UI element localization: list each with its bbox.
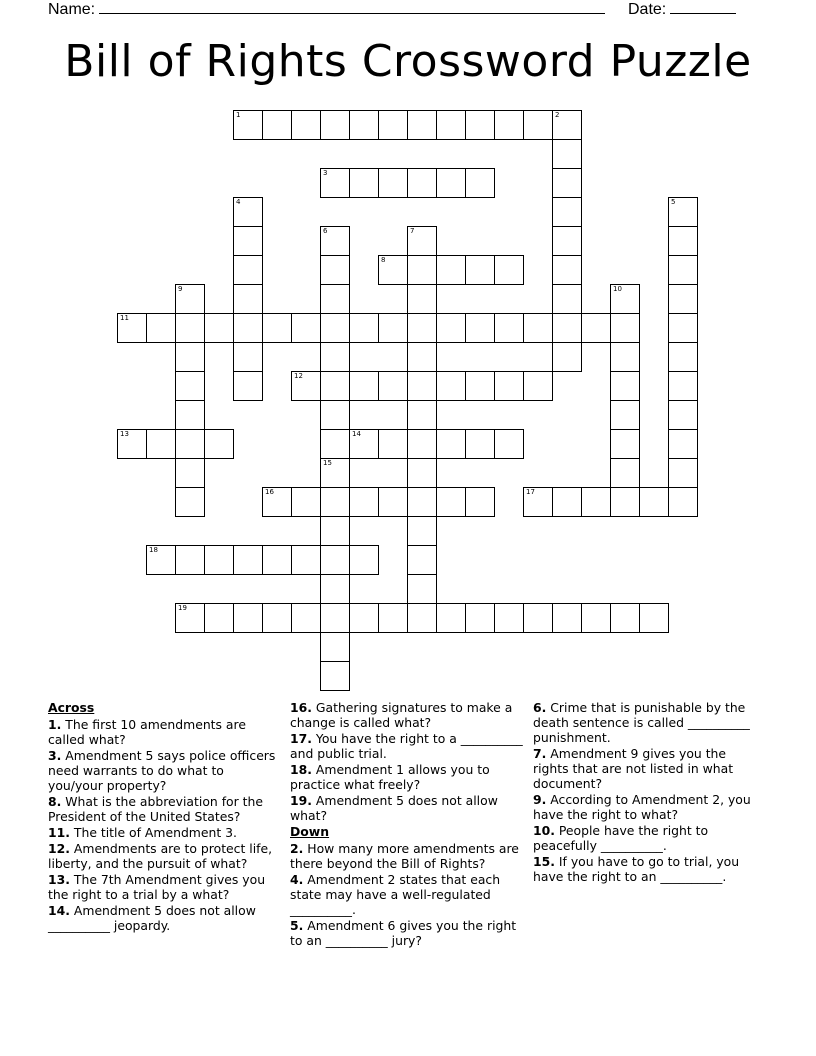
grid-cell[interactable]: [175, 487, 205, 517]
grid-cell[interactable]: [465, 110, 495, 140]
clue-item: [290, 731, 530, 761]
grid-cell[interactable]: [233, 110, 263, 140]
page-title: Bill of Rights Crossword Puzzle: [64, 36, 752, 87]
grid-cell[interactable]: [436, 110, 466, 140]
grid-cell[interactable]: [204, 429, 234, 459]
clue-item-number: 11.: [48, 825, 70, 840]
clue-item-number: 10.: [533, 823, 555, 838]
grid-cell[interactable]: [233, 255, 263, 285]
clue-number: 4: [236, 198, 241, 206]
grid-cell[interactable]: [407, 603, 437, 633]
clue-item-number: 8.: [48, 794, 62, 809]
clue-number: 7: [410, 227, 415, 235]
grid-cell[interactable]: [465, 371, 495, 401]
clue-section-heading: Down: [290, 824, 330, 839]
grid-cell[interactable]: [175, 545, 205, 575]
grid-cell[interactable]: [175, 400, 205, 430]
grid-cell[interactable]: [262, 487, 292, 517]
clue-item-number: 14.: [48, 903, 70, 918]
clue-item-number: 5.: [290, 918, 304, 933]
grid-cell[interactable]: [378, 110, 408, 140]
grid-cell[interactable]: [233, 371, 263, 401]
grid-cell[interactable]: [552, 313, 582, 343]
grid-cell[interactable]: [349, 110, 379, 140]
grid-cell[interactable]: [610, 400, 640, 430]
grid-cell[interactable]: [233, 197, 263, 227]
clue-number: 14: [352, 430, 361, 438]
clue-item: [48, 903, 278, 933]
clue-item-text: Crime that is punishable by the death sentence is called __________ punishment.: [533, 700, 750, 745]
grid-cell[interactable]: [233, 545, 263, 575]
grid-cell[interactable]: [291, 110, 321, 140]
grid-cell[interactable]: [320, 545, 350, 575]
grid-cell[interactable]: [349, 168, 379, 198]
clue-number: 10: [613, 285, 622, 293]
clue-item: [533, 854, 763, 884]
grid-cell[interactable]: [494, 110, 524, 140]
clue-number: 2: [555, 111, 560, 119]
grid-cell[interactable]: [320, 313, 350, 343]
clue-item-number: 2.: [290, 841, 304, 856]
grid-cell[interactable]: [668, 342, 698, 372]
grid-cell[interactable]: [465, 168, 495, 198]
grid-cell[interactable]: [262, 110, 292, 140]
grid-cell[interactable]: [436, 313, 466, 343]
grid-cell[interactable]: [436, 487, 466, 517]
grid-cell[interactable]: [494, 429, 524, 459]
grid-cell[interactable]: [378, 603, 408, 633]
grid-cell[interactable]: [465, 429, 495, 459]
clue-number: 6: [323, 227, 328, 235]
clue-item-number: 15.: [533, 854, 555, 869]
clue-item-text: The 7th Amendment gives you the right to a trial by a what?: [48, 872, 266, 902]
grid-cell[interactable]: [581, 487, 611, 517]
grid-cell[interactable]: [291, 603, 321, 633]
clue-item-text: Amendment 6 gives you the right to an __________ jury?: [290, 918, 517, 948]
grid-cell[interactable]: [378, 429, 408, 459]
grid-cell[interactable]: [610, 284, 640, 314]
grid-cell[interactable]: [581, 603, 611, 633]
grid-cell[interactable]: [204, 603, 234, 633]
clue-item: [290, 762, 530, 792]
grid-cell[interactable]: [523, 487, 553, 517]
grid-cell[interactable]: [320, 487, 350, 517]
clue-number: 12: [294, 372, 303, 380]
clue-item-text: You have the right to a __________ and public trial.: [290, 731, 523, 761]
clue-column-2: [290, 700, 530, 949]
grid-cell[interactable]: [436, 603, 466, 633]
grid-cell[interactable]: [320, 226, 350, 256]
grid-cell[interactable]: [668, 255, 698, 285]
grid-cell[interactable]: [407, 226, 437, 256]
clue-item-text: Amendment 1 allows you to practice what freely?: [290, 762, 490, 792]
grid-cell[interactable]: [117, 313, 147, 343]
grid-cell[interactable]: [552, 342, 582, 372]
clue-column-1: [48, 700, 278, 934]
name-label: Name:: [48, 1, 96, 18]
clue-item-text: People have the right to peacefully __________.: [533, 823, 709, 853]
grid-cell[interactable]: [146, 313, 176, 343]
clue-number: 16: [265, 488, 274, 496]
grid-cell[interactable]: [175, 313, 205, 343]
clue-number: 1: [236, 111, 241, 119]
clue-item-text: How many more amendments are there beyond the Bill of Rights?: [290, 841, 519, 871]
grid-cell[interactable]: [262, 603, 292, 633]
clue-item-text: The first 10 amendments are called what?: [48, 717, 246, 747]
clue-item-text: Amendment 2 states that each state may have a well-regulated __________.: [290, 872, 501, 917]
grid-cell[interactable]: [668, 487, 698, 517]
clue-item: [533, 792, 763, 822]
clue-item-number: 18.: [290, 762, 312, 777]
clue-item-text: Amendment 9 gives you the rights that are not listed in what document?: [533, 746, 734, 791]
grid-cell[interactable]: [610, 429, 640, 459]
grid-cell[interactable]: [436, 168, 466, 198]
clue-item: [48, 794, 278, 824]
grid-cell[interactable]: [320, 661, 350, 691]
clue-item: [48, 872, 278, 902]
grid-cell[interactable]: [320, 371, 350, 401]
clue-item-number: 3.: [48, 748, 62, 763]
clue-number: 3: [323, 169, 328, 177]
grid-cell[interactable]: [378, 313, 408, 343]
clue-item: [533, 746, 763, 791]
grid-cell[interactable]: [262, 313, 292, 343]
clue-item: [290, 918, 530, 948]
grid-cell[interactable]: [668, 400, 698, 430]
grid-cell[interactable]: [668, 458, 698, 488]
clue-item: [533, 823, 763, 853]
grid-cell[interactable]: [175, 371, 205, 401]
grid-cell[interactable]: [436, 255, 466, 285]
grid-cell[interactable]: [610, 487, 640, 517]
clue-item: [290, 700, 530, 730]
grid-cell[interactable]: [378, 371, 408, 401]
grid-cell[interactable]: [552, 487, 582, 517]
clue-number: 18: [149, 546, 158, 554]
clue-number: 19: [178, 604, 187, 612]
grid-cell[interactable]: [407, 168, 437, 198]
grid-cell[interactable]: [291, 487, 321, 517]
grid-cell[interactable]: [320, 400, 350, 430]
clue-item-text: Amendment 5 says police officers need warrants to do what to you/your property?: [48, 748, 276, 793]
clue-number: 9: [178, 285, 183, 293]
grid-cell[interactable]: [494, 603, 524, 633]
grid-cell[interactable]: [349, 603, 379, 633]
grid-cell[interactable]: [233, 603, 263, 633]
grid-cell[interactable]: [523, 313, 553, 343]
grid-cell[interactable]: [407, 429, 437, 459]
clue-item-text: Amendment 5 does not allow __________ jeopardy.: [48, 903, 256, 933]
grid-cell[interactable]: [552, 255, 582, 285]
grid-cell[interactable]: [320, 110, 350, 140]
clue-item-number: 6.: [533, 700, 547, 715]
grid-cell[interactable]: [320, 603, 350, 633]
grid-cell[interactable]: [349, 487, 379, 517]
clue-item-number: 9.: [533, 792, 547, 807]
grid-cell[interactable]: [146, 429, 176, 459]
grid-cell[interactable]: [320, 429, 350, 459]
grid-cell[interactable]: [175, 342, 205, 372]
date-label: Date:: [628, 1, 667, 18]
grid-cell[interactable]: [465, 603, 495, 633]
clue-item: [48, 825, 278, 840]
clue-item-text: Gathering signatures to make a change is called what?: [290, 700, 513, 730]
grid-cell[interactable]: [117, 429, 147, 459]
clue-number: 11: [120, 314, 129, 322]
grid-cell[interactable]: [175, 458, 205, 488]
clue-item-number: 7.: [533, 746, 547, 761]
grid-cell[interactable]: [175, 429, 205, 459]
clue-item-number: 4.: [290, 872, 304, 887]
grid-cell[interactable]: [407, 458, 437, 488]
grid-cell[interactable]: [523, 603, 553, 633]
clue-item: [290, 841, 530, 871]
grid-cell[interactable]: [320, 516, 350, 546]
grid-cell[interactable]: [320, 168, 350, 198]
clue-item-number: 13.: [48, 872, 70, 887]
grid-cell[interactable]: [407, 487, 437, 517]
grid-cell[interactable]: [581, 313, 611, 343]
grid-cell[interactable]: [552, 110, 582, 140]
grid-cell[interactable]: [320, 342, 350, 372]
clue-item: [533, 700, 763, 745]
grid-cell[interactable]: [436, 429, 466, 459]
clue-item-number: 16.: [290, 700, 312, 715]
grid-cell[interactable]: [465, 487, 495, 517]
grid-cell[interactable]: [552, 284, 582, 314]
grid-cell[interactable]: [407, 110, 437, 140]
clue-number: 15: [323, 459, 332, 467]
grid-cell[interactable]: [349, 313, 379, 343]
clue-item: [48, 748, 278, 793]
clue-item-number: 19.: [290, 793, 312, 808]
grid-cell[interactable]: [668, 284, 698, 314]
clue-number: 13: [120, 430, 129, 438]
grid-cell[interactable]: [610, 371, 640, 401]
grid-cell[interactable]: [233, 342, 263, 372]
grid-cell[interactable]: [610, 313, 640, 343]
grid-cell[interactable]: [552, 197, 582, 227]
clue-item-text: Amendment 5 does not allow what?: [290, 793, 498, 823]
grid-cell[interactable]: [668, 313, 698, 343]
grid-cell[interactable]: [552, 139, 582, 169]
clue-item-number: 17.: [290, 731, 312, 746]
clue-item: [290, 872, 530, 917]
clue-column-3: [533, 700, 763, 885]
clue-number: 17: [526, 488, 535, 496]
grid-cell[interactable]: [175, 603, 205, 633]
grid-cell[interactable]: [233, 313, 263, 343]
clue-item-number: 12.: [48, 841, 70, 856]
grid-cell[interactable]: [320, 632, 350, 662]
grid-cell[interactable]: [494, 371, 524, 401]
grid-cell[interactable]: [407, 371, 437, 401]
grid-cell[interactable]: [610, 458, 640, 488]
grid-cell[interactable]: [523, 110, 553, 140]
clue-item-text: According to Amendment 2, you have the right to what?: [533, 792, 751, 822]
grid-cell[interactable]: [639, 603, 669, 633]
grid-cell[interactable]: [552, 168, 582, 198]
grid-cell[interactable]: [668, 197, 698, 227]
grid-cell[interactable]: [204, 313, 234, 343]
grid-cell[interactable]: [407, 313, 437, 343]
grid-cell[interactable]: [668, 429, 698, 459]
grid-cell[interactable]: [465, 255, 495, 285]
grid-cell[interactable]: [349, 545, 379, 575]
grid-cell[interactable]: [407, 400, 437, 430]
grid-cell[interactable]: [407, 516, 437, 546]
grid-cell[interactable]: [349, 371, 379, 401]
grid-cell[interactable]: [262, 545, 292, 575]
grid-cell[interactable]: [349, 429, 379, 459]
grid-cell[interactable]: [378, 255, 408, 285]
grid-cell[interactable]: [378, 487, 408, 517]
clue-number: 5: [671, 198, 676, 206]
grid-cell[interactable]: [639, 487, 669, 517]
grid-cell[interactable]: [523, 371, 553, 401]
grid-cell[interactable]: [436, 371, 466, 401]
clue-number: 8: [381, 256, 386, 264]
grid-cell[interactable]: [494, 255, 524, 285]
clue-item-text: Amendments are to protect life, liberty, and the pursuit of what?: [48, 841, 273, 871]
grid-cell[interactable]: [320, 255, 350, 285]
grid-cell[interactable]: [146, 545, 176, 575]
clue-item-text: If you have to go to trial, you have the right to an __________.: [533, 854, 740, 884]
grid-cell[interactable]: [291, 313, 321, 343]
grid-cell[interactable]: [552, 603, 582, 633]
grid-cell[interactable]: [320, 574, 350, 604]
grid-cell[interactable]: [378, 168, 408, 198]
grid-cell[interactable]: [407, 574, 437, 604]
grid-cell[interactable]: [407, 545, 437, 575]
grid-cell[interactable]: [668, 371, 698, 401]
clue-item: [290, 793, 530, 823]
clue-item-text: What is the abbreviation for the President of the United States?: [48, 794, 264, 824]
grid-cell[interactable]: [407, 342, 437, 372]
clue-section-heading: Across: [48, 700, 95, 715]
grid-cell[interactable]: [233, 226, 263, 256]
grid-cell[interactable]: [291, 545, 321, 575]
grid-cell[interactable]: [320, 284, 350, 314]
grid-cell[interactable]: [407, 284, 437, 314]
grid-cell[interactable]: [465, 313, 495, 343]
grid-cell[interactable]: [552, 226, 582, 256]
grid-cell[interactable]: [233, 284, 263, 314]
grid-cell[interactable]: [610, 342, 640, 372]
grid-cell[interactable]: [610, 603, 640, 633]
grid-cell[interactable]: [668, 226, 698, 256]
grid-cell[interactable]: [320, 458, 350, 488]
grid-cell[interactable]: [204, 545, 234, 575]
clue-item-text: The title of Amendment 3.: [69, 825, 237, 840]
grid-cell[interactable]: [291, 371, 321, 401]
grid-cell[interactable]: [175, 284, 205, 314]
grid-cell[interactable]: [407, 255, 437, 285]
grid-cell[interactable]: [494, 313, 524, 343]
clue-item: [48, 841, 278, 871]
clue-item: [48, 717, 278, 747]
clue-item-number: 1.: [48, 717, 62, 732]
